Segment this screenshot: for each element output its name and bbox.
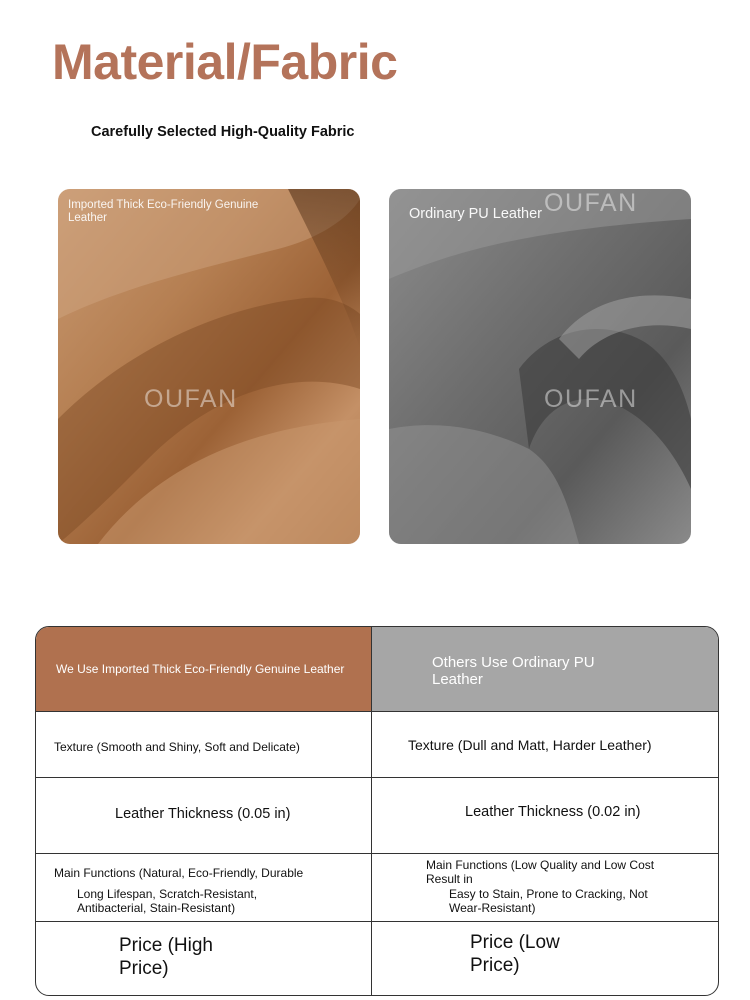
thickness-genuine-cell (36, 778, 372, 853)
functions-genuine-detail: Long Lifespan, Scratch-Resistant, Antibacterial, Stain-Resistant) (77, 887, 258, 915)
page-title: Material/Fabric (52, 34, 398, 90)
texture-pu-text: Texture (Dull and Matt, Harder Leather) (408, 737, 652, 753)
pu-leather-image (389, 189, 691, 544)
genuine-leather-image (58, 189, 360, 544)
page-subtitle: Carefully Selected High-Quality Fabric (91, 124, 355, 140)
watermark-text: OUFAN (544, 189, 638, 217)
genuine-leather-texture (58, 189, 360, 544)
header-pu-leather (372, 627, 719, 711)
comparison-table (35, 626, 719, 996)
thickness-pu-text: Leather Thickness (0.02 in) (465, 804, 641, 820)
functions-genuine-cell (36, 854, 372, 921)
pu-leather-caption: Ordinary PU Leather (409, 206, 542, 222)
thickness-genuine-text: Leather Thickness (0.05 in) (115, 806, 291, 822)
functions-pu-text: Main Functions (Low Quality and Low Cost Result in (426, 858, 655, 886)
price-genuine-cell (36, 922, 372, 996)
pu-leather-texture (389, 189, 691, 544)
table-row (36, 854, 718, 922)
genuine-leather-caption: Imported Thick Eco-Friendly Genuine Leather (68, 199, 259, 224)
price-genuine-text: Price (High Price) (119, 935, 213, 979)
watermark-text: OUFAN (144, 385, 238, 413)
table-row (36, 922, 718, 996)
texture-genuine-cell (36, 712, 372, 777)
texture-pu-cell (372, 712, 719, 777)
table-row (36, 778, 718, 854)
header-genuine-leather-label: We Use Imported Thick Eco-Friendly Genuine Leather (56, 662, 345, 676)
texture-genuine-text: Texture (Smooth and Shiny, Soft and Delicate) (54, 740, 300, 754)
table-header-row (36, 627, 718, 712)
functions-pu-detail: Easy to Stain, Prone to Cracking, Not Wear-Resistant) (449, 887, 648, 915)
header-genuine-leather (36, 627, 372, 711)
header-pu-leather-label: Others Use Ordinary PU Leather (432, 654, 595, 688)
functions-genuine-text: Main Functions (Natural, Eco-Friendly, Durable (54, 866, 304, 880)
functions-pu-cell (372, 854, 719, 921)
table-row (36, 712, 718, 778)
thickness-pu-cell (372, 778, 719, 853)
watermark-text: OUFAN (544, 385, 638, 413)
price-pu-cell (372, 922, 719, 996)
price-pu-text: Price (Low Price) (470, 932, 560, 976)
